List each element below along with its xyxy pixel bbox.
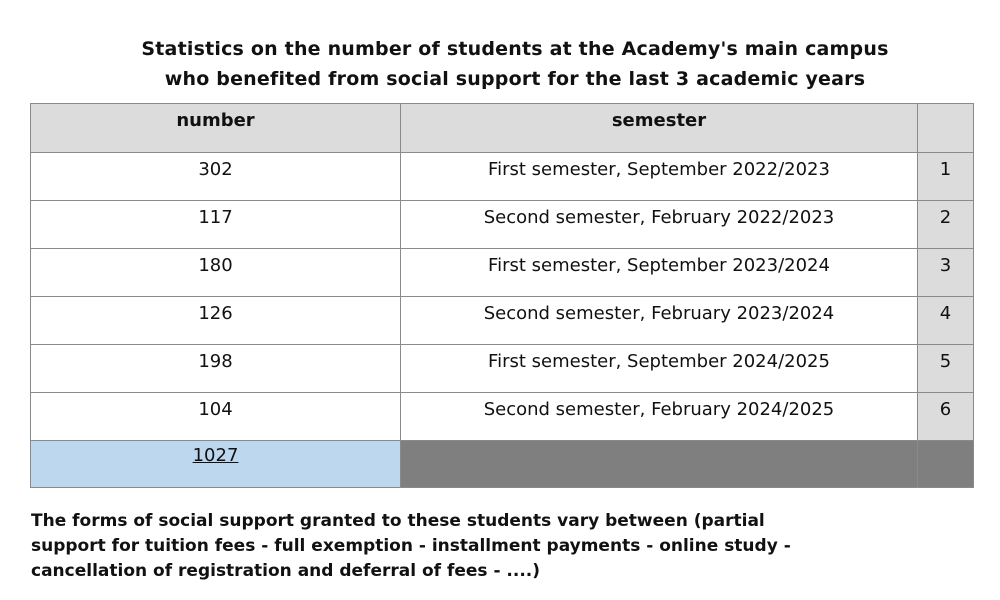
cell-index: 2 xyxy=(918,201,974,249)
statistics-table xyxy=(30,103,974,488)
note-line-1: The forms of social support granted to these students vary between (partial xyxy=(31,511,765,531)
cell-number: 104 xyxy=(31,393,401,441)
cell-number: 180 xyxy=(31,249,401,297)
title-line-2: who benefited from social support for the last 3 academic years xyxy=(164,68,866,90)
cell-index: 6 xyxy=(918,393,974,441)
total-filler-semester xyxy=(401,441,918,488)
cell-semester: Second semester, February 2022/2023 xyxy=(401,201,918,249)
support-forms-note xyxy=(31,509,991,584)
table-header-row xyxy=(31,104,974,153)
table-row xyxy=(31,297,974,345)
cell-index: 1 xyxy=(918,153,974,201)
header-number: number xyxy=(31,104,401,153)
table-row xyxy=(31,393,974,441)
cell-number: 302 xyxy=(31,153,401,201)
table-row xyxy=(31,345,974,393)
cell-number: 198 xyxy=(31,345,401,393)
page-title xyxy=(40,34,990,94)
header-index xyxy=(918,104,974,153)
cell-number: 126 xyxy=(31,297,401,345)
table-row xyxy=(31,153,974,201)
cell-semester: First semester, September 2022/2023 xyxy=(401,153,918,201)
cell-number: 117 xyxy=(31,201,401,249)
note-line-2: support for tuition fees - full exemption - installment payments - online study - xyxy=(31,536,791,556)
cell-semester: First semester, September 2024/2025 xyxy=(401,345,918,393)
cell-semester: Second semester, February 2024/2025 xyxy=(401,393,918,441)
note-line-3: cancellation of registration and deferral of fees - ....) xyxy=(31,561,541,581)
cell-semester: Second semester, February 2023/2024 xyxy=(401,297,918,345)
table-row xyxy=(31,201,974,249)
header-semester: semester xyxy=(401,104,918,153)
total-value: 1027 xyxy=(31,441,401,488)
table-row xyxy=(31,249,974,297)
cell-index: 3 xyxy=(918,249,974,297)
title-line-1: Statistics on the number of students at the Academy's main campus xyxy=(141,38,889,60)
total-row xyxy=(31,441,974,488)
cell-index: 5 xyxy=(918,345,974,393)
cell-semester: First semester, September 2023/2024 xyxy=(401,249,918,297)
total-filler-index xyxy=(918,441,974,488)
cell-index: 4 xyxy=(918,297,974,345)
